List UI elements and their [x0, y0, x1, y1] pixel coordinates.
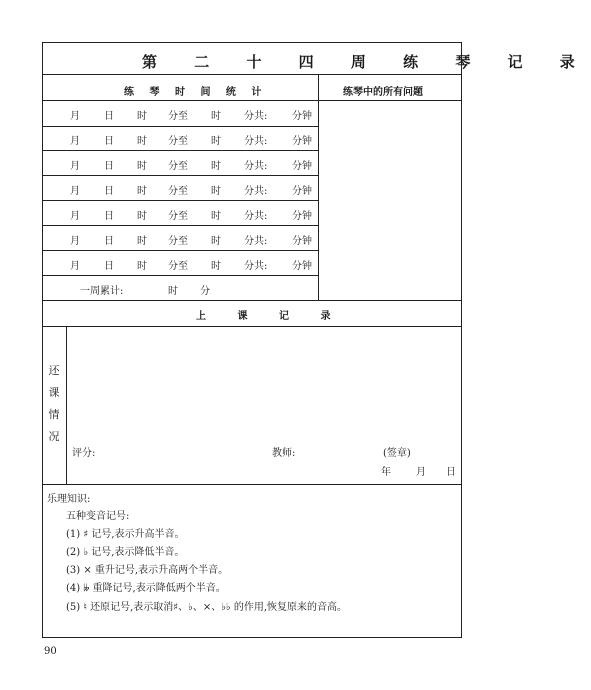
practice-cell: 分共: [244, 136, 268, 147]
practice-cell: 月 [70, 161, 80, 172]
rule-practice-bottom [42, 300, 462, 301]
side-char: 况 [48, 430, 60, 443]
practice-cell: 时 [137, 161, 147, 172]
divider-practice-problems [318, 74, 319, 300]
seal-label: (签章) [383, 448, 411, 459]
divider-lesson-side [66, 326, 67, 484]
practice-cell: 分共: [244, 161, 268, 172]
side-char: 还 [48, 364, 60, 377]
practice-cell: 分钟 [292, 261, 312, 272]
rule-row-5 [42, 225, 318, 226]
practice-cell: 分钟 [292, 111, 312, 122]
practice-cell: 时 [211, 186, 221, 197]
practice-cell: 时 [137, 136, 147, 147]
weekly-total-minutes: 分 [200, 286, 210, 297]
practice-cell: 时 [211, 261, 221, 272]
practice-cell: 时 [211, 211, 221, 222]
rule-row-1 [42, 126, 318, 127]
theory-item: (2) ♭ 记号,表示降低半音。 [66, 547, 185, 558]
practice-cell: 日 [104, 261, 114, 272]
theory-item: (3) × 重升记号,表示升高两个半音。 [66, 565, 229, 576]
date-year: 年 [381, 467, 391, 478]
practice-cell: 分至 [168, 136, 188, 147]
practice-cell: 月 [70, 236, 80, 247]
practice-time-header: 练 琴 时 间 统 计 [124, 87, 268, 98]
practice-cell: 时 [137, 186, 147, 197]
practice-cell: 日 [104, 136, 114, 147]
practice-cell: 分钟 [292, 211, 312, 222]
date-month: 月 [416, 467, 426, 478]
weekly-total-label: 一周累计: [80, 286, 124, 297]
rule-lesson-header-bottom [42, 326, 462, 327]
rule-row-2 [42, 150, 318, 151]
practice-cell: 日 [104, 186, 114, 197]
practice-cell: 分钟 [292, 161, 312, 172]
side-char: 情 [48, 408, 60, 421]
theory-subheading: 五种变音记号: [66, 511, 130, 522]
practice-cell: 分至 [168, 186, 188, 197]
practice-cell: 分共: [244, 111, 268, 122]
practice-cell: 分至 [168, 211, 188, 222]
page-title: 第 二 十 四 周 练 琴 记 录 [142, 53, 591, 71]
rule-lesson-bottom [42, 484, 462, 485]
practice-cell: 分至 [168, 161, 188, 172]
lesson-side-label [47, 360, 61, 448]
weekly-total-hours: 时 [168, 286, 178, 297]
rating-label: 评分: [72, 448, 96, 459]
date-day: 日 [446, 467, 456, 478]
practice-cell: 日 [104, 211, 114, 222]
practice-cell: 月 [70, 111, 80, 122]
practice-cell: 月 [70, 186, 80, 197]
rule-row-7 [42, 275, 318, 276]
page-number: 90 [44, 646, 57, 657]
rule-row-3 [42, 175, 318, 176]
practice-cell: 日 [104, 236, 114, 247]
theory-heading: 乐理知识: [47, 494, 91, 505]
practice-cell: 时 [211, 136, 221, 147]
rule-title-bottom [42, 74, 462, 75]
practice-cell: 时 [211, 111, 221, 122]
theory-item: (4) 𝄫 重降记号,表示降低两个半音。 [66, 583, 226, 594]
problems-header: 练琴中的所有问题 [343, 87, 423, 98]
practice-cell: 月 [70, 211, 80, 222]
teacher-label: 教师: [272, 448, 296, 459]
practice-cell: 日 [104, 111, 114, 122]
rule-row-6 [42, 250, 318, 251]
practice-cell: 分钟 [292, 186, 312, 197]
practice-cell: 分共: [244, 261, 268, 272]
lesson-record-header: 上 课 记 录 [196, 311, 345, 322]
practice-cell: 分共: [244, 236, 268, 247]
practice-cell: 分共: [244, 186, 268, 197]
practice-cell: 月 [70, 136, 80, 147]
practice-cell: 时 [137, 111, 147, 122]
practice-cell: 时 [137, 236, 147, 247]
practice-cell: 时 [137, 261, 147, 272]
side-char: 课 [48, 386, 60, 399]
practice-cell: 时 [137, 211, 147, 222]
practice-cell: 分钟 [292, 136, 312, 147]
practice-cell: 分至 [168, 261, 188, 272]
practice-cell: 分共: [244, 211, 268, 222]
practice-cell: 时 [211, 161, 221, 172]
practice-cell: 月 [70, 261, 80, 272]
practice-cell: 分至 [168, 236, 188, 247]
rule-header-bottom [42, 100, 462, 101]
practice-cell: 分至 [168, 111, 188, 122]
practice-cell: 日 [104, 161, 114, 172]
rule-row-4 [42, 200, 318, 201]
practice-cell: 分钟 [292, 236, 312, 247]
theory-item: (5) ♮ 还原记号,表示取消♯、♭、×、♭♭ 的作用,恢复原来的音高。 [66, 602, 348, 613]
practice-cell: 时 [211, 236, 221, 247]
theory-item: (1) ♯ 记号,表示升高半音。 [66, 529, 185, 540]
